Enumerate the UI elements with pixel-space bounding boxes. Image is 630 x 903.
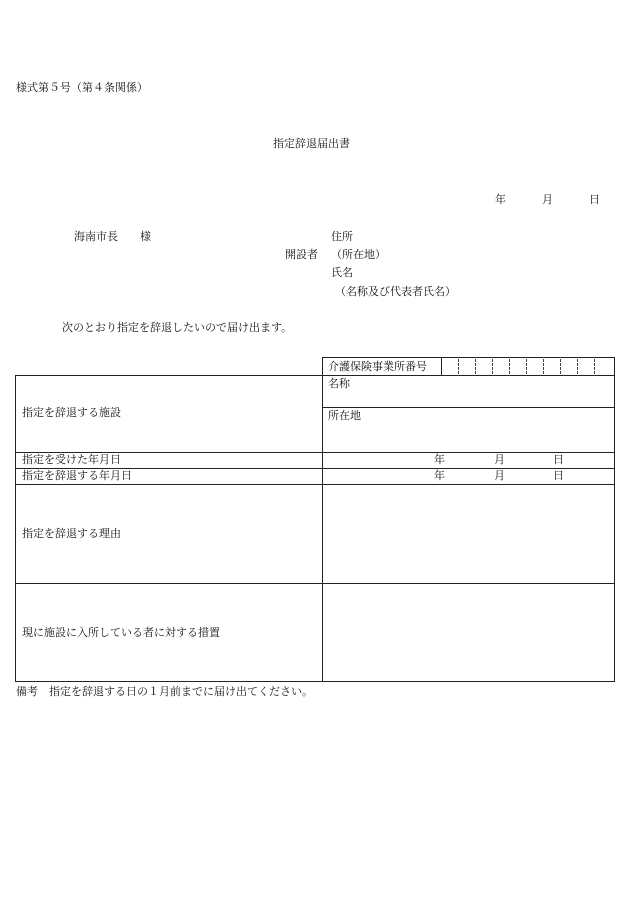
designated-day: 日 <box>553 453 564 466</box>
facility-name-label: 名称 <box>328 377 350 390</box>
withdrawal-month: 月 <box>494 469 505 482</box>
facility-location-field[interactable] <box>323 424 613 451</box>
form-number: 様式第５号（第４条関係） <box>16 81 148 94</box>
address-sub-label: （所在地） <box>331 248 386 261</box>
reason-label: 指定を辞退する理由 <box>22 527 121 540</box>
name-label: 氏名 <box>331 266 353 279</box>
name-sub-label: （名称及び代表者氏名） <box>335 285 456 298</box>
applicant-label: 開設者 <box>285 248 318 261</box>
facility-location-label: 所在地 <box>328 409 361 422</box>
document-title: 指定辞退届出書 <box>273 137 350 150</box>
date-year-label: 年 <box>495 193 506 206</box>
addressee: 海南市長 様 <box>74 230 151 243</box>
reason-field[interactable] <box>323 485 613 582</box>
insurance-number-label: 介護保険事業所番号 <box>328 360 427 373</box>
withdrawal-day: 日 <box>553 469 564 482</box>
withdrawal-date-label: 指定を辞退する年月日 <box>22 469 132 482</box>
withdrawal-year: 年 <box>434 469 445 482</box>
measures-label: 現に施設に入所している者に対する措置 <box>22 626 220 639</box>
designated-date-label: 指定を受けた年月日 <box>22 453 121 466</box>
facility-name-field[interactable] <box>323 391 613 406</box>
address-label: 住所 <box>331 230 353 243</box>
remarks-note: 備考 指定を辞退する日の１月前までに届け出てください。 <box>16 685 313 698</box>
intro-text: 次のとおり指定を辞退したいので届け出ます。 <box>62 321 293 334</box>
designated-month: 月 <box>494 453 505 466</box>
measures-field[interactable] <box>323 584 613 680</box>
facility-label: 指定を辞退する施設 <box>22 406 121 419</box>
date-month-label: 月 <box>542 193 553 206</box>
designated-year: 年 <box>434 453 445 466</box>
date-day-label: 日 <box>589 193 600 206</box>
